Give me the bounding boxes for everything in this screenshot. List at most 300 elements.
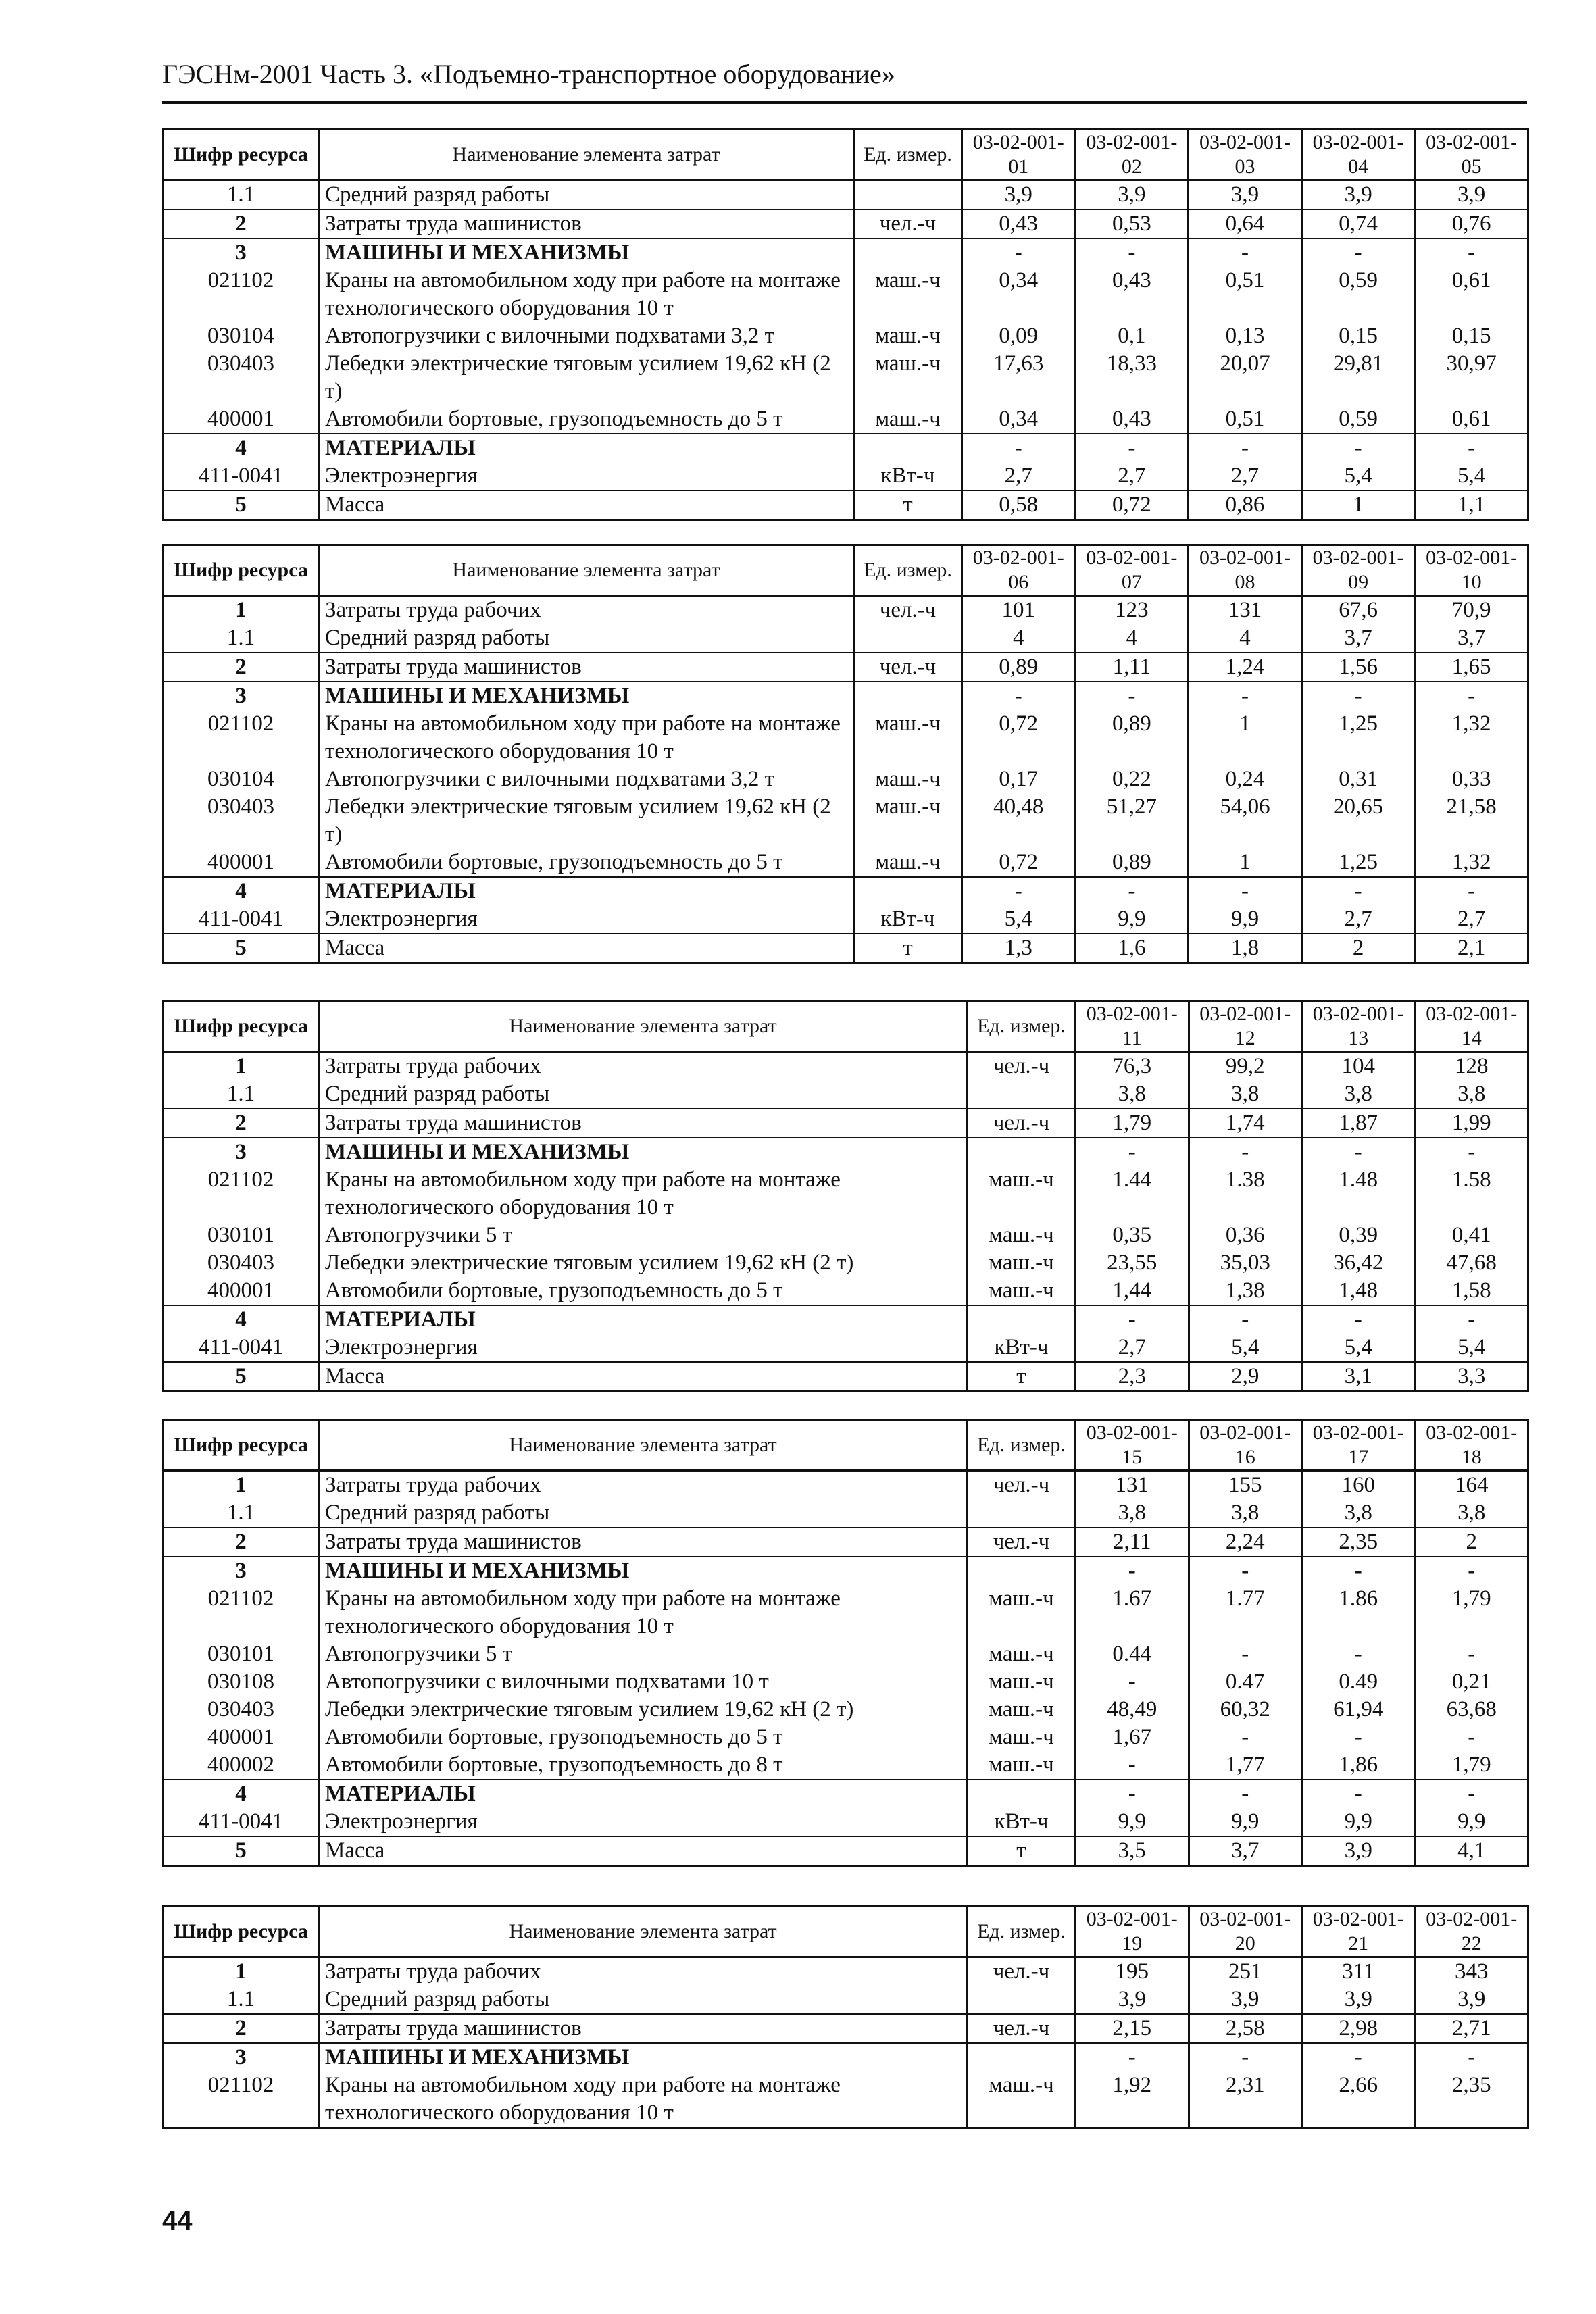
table-row: [164, 350, 1528, 405]
unit-of-measure: чел.-ч: [968, 1528, 1076, 1557]
cost-item-name: Автомобили бортовые, грузоподъемность до 5 т: [319, 849, 854, 877]
norm-value: 0,15: [1415, 322, 1528, 350]
norm-value: 0,61: [1415, 405, 1528, 434]
cost-item-name: Автопогрузчики с вилочными подхватами 3,2 т: [319, 322, 854, 350]
norm-value: 1,25: [1301, 710, 1415, 765]
norm-value: 2: [1415, 1528, 1528, 1557]
norm-value: 1,86: [1302, 1751, 1416, 1780]
table-row: [164, 1471, 1528, 1500]
cost-item-name: Масса: [319, 934, 854, 963]
norm-value: -: [1075, 434, 1189, 462]
unit-of-measure: кВт-ч: [968, 1334, 1076, 1362]
header-unit: Ед. измер.: [854, 545, 962, 596]
norm-value: 0,22: [1075, 765, 1189, 793]
table-row: [164, 180, 1528, 210]
norm-value: 76,3: [1076, 1052, 1189, 1081]
resource-code: 021102: [164, 1166, 319, 1222]
table-header-row: [164, 545, 1528, 596]
header-norm-code: 03-02-001-15: [1076, 1420, 1189, 1471]
cost-item-name: Затраты труда рабочих: [319, 1957, 968, 1986]
table-row: [164, 1780, 1528, 1808]
table-row: [164, 2071, 1528, 2128]
norm-value: 1,1: [1415, 491, 1528, 520]
table-row: [164, 1334, 1528, 1362]
norm-value: 0,51: [1189, 405, 1302, 434]
cost-item-name: МАШИНЫ И МЕХАНИЗМЫ: [319, 1138, 968, 1166]
cost-item-name: Автопогрузчики с вилочными подхватами 10 т: [319, 1668, 968, 1696]
norm-value: 1,65: [1415, 653, 1528, 682]
cost-item-name: Масса: [319, 1362, 968, 1392]
table-row: [164, 209, 1528, 238]
norm-value: 9,9: [1076, 1808, 1189, 1836]
norm-value: 3,8: [1415, 1080, 1528, 1109]
norm-value: -: [1189, 1724, 1302, 1751]
norm-value: 0,58: [962, 491, 1076, 520]
cost-item-name: Средний разряд работы: [319, 1986, 968, 2014]
header-name: Наименование элемента затрат: [319, 1907, 968, 1957]
resource-code: 5: [164, 491, 319, 520]
norm-value: 3,9: [1301, 180, 1415, 210]
table-row: [164, 1557, 1528, 1585]
cost-item-name: МАШИНЫ И МЕХАНИЗМЫ: [319, 238, 854, 267]
table-header-row: [164, 130, 1528, 180]
norm-value: 9,9: [1189, 1808, 1302, 1836]
table-row: [164, 793, 1528, 849]
norm-value: -: [1302, 1724, 1416, 1751]
resource-code: 4: [164, 877, 319, 905]
norm-value: -: [962, 238, 1076, 267]
norm-value: 311: [1302, 1957, 1416, 1986]
header-norm-code: 03-02-001-09: [1301, 545, 1415, 596]
resource-code: 400002: [164, 1751, 319, 1780]
cost-item-name: Электроэнергия: [319, 905, 854, 934]
norm-value: 1,58: [1415, 1277, 1528, 1305]
norm-value: 9,9: [1189, 905, 1302, 934]
norm-value: 1,79: [1415, 1585, 1528, 1640]
norm-value: 5,4: [962, 905, 1076, 934]
unit-of-measure: маш.-ч: [968, 1222, 1076, 1249]
norm-value: 2,58: [1189, 2014, 1302, 2043]
cost-item-name: Краны на автомобильном ходу при работе на монтаже технологического оборудования 10 т: [319, 267, 854, 322]
table-row: [164, 1528, 1528, 1557]
header-norm-code: 03-02-001-03: [1189, 130, 1302, 180]
unit-of-measure: [854, 682, 962, 710]
norm-value: 0,39: [1302, 1222, 1416, 1249]
resource-code: 1.1: [164, 180, 319, 210]
norm-value: 1,25: [1301, 849, 1415, 877]
resource-table: [162, 1000, 1529, 1392]
norm-value: -: [962, 434, 1076, 462]
norm-value: -: [1301, 877, 1415, 905]
table-row: [164, 462, 1528, 491]
norm-value: -: [1189, 1305, 1302, 1334]
norm-value: 61,94: [1302, 1696, 1416, 1724]
norm-value: 0,43: [1075, 267, 1189, 322]
norm-value: 1,92: [1076, 2071, 1189, 2128]
norm-value: -: [1302, 1780, 1416, 1808]
norm-value: 2,98: [1302, 2014, 1416, 2043]
header-name: Наименование элемента затрат: [319, 130, 854, 180]
norm-value: -: [1075, 877, 1189, 905]
norm-value: -: [1415, 1305, 1528, 1334]
norm-value: 2,7: [1075, 462, 1189, 491]
norm-value: -: [1189, 1138, 1302, 1166]
resource-table: [162, 128, 1529, 521]
norm-value: 3,9: [1415, 180, 1528, 210]
table-row: [164, 1836, 1528, 1866]
norm-value: 1,99: [1415, 1109, 1528, 1138]
resource-table: [162, 544, 1529, 964]
norm-value: 3,7: [1415, 624, 1528, 653]
norm-value: -: [1302, 1138, 1416, 1166]
norm-value: -: [1415, 1138, 1528, 1166]
norm-value: -: [1076, 1138, 1189, 1166]
cost-item-name: Масса: [319, 1836, 968, 1866]
norm-value: 1.38: [1189, 1166, 1302, 1222]
header-norm-code: 03-02-001-01: [962, 130, 1076, 180]
cost-item-name: Затраты труда машинистов: [319, 1528, 968, 1557]
norm-value: 3,9: [1189, 1986, 1302, 2014]
unit-of-measure: [968, 2043, 1076, 2071]
unit-of-measure: чел.-ч: [968, 1109, 1076, 1138]
cost-item-name: Средний разряд работы: [319, 1499, 968, 1528]
unit-of-measure: чел.-ч: [968, 2014, 1076, 2043]
cost-item-name: Электроэнергия: [319, 462, 854, 491]
header-norm-code: 03-02-001-07: [1075, 545, 1189, 596]
norm-value: 30,97: [1415, 350, 1528, 405]
unit-of-measure: маш.-ч: [854, 710, 962, 765]
resource-code: 1.1: [164, 1986, 319, 2014]
norm-value: 2,9: [1189, 1362, 1302, 1392]
norm-value: 343: [1415, 1957, 1528, 1986]
norm-value: 2,1: [1415, 934, 1528, 963]
unit-of-measure: чел.-ч: [854, 209, 962, 238]
norm-value: 2,7: [1301, 905, 1415, 934]
cost-item-name: Краны на автомобильном ходу при работе на монтаже технологического оборудования 10 т: [319, 710, 854, 765]
table-row: [164, 2014, 1528, 2043]
table-row: [164, 653, 1528, 682]
resource-code: 030403: [164, 793, 319, 849]
resource-code: 2: [164, 209, 319, 238]
unit-of-measure: [968, 1499, 1076, 1528]
norm-value: 0,59: [1301, 267, 1415, 322]
norm-value: 0,21: [1415, 1668, 1528, 1696]
cost-item-name: МАШИНЫ И МЕХАНИЗМЫ: [319, 682, 854, 710]
norm-value: 2: [1301, 934, 1415, 963]
norm-value: 3,9: [962, 180, 1076, 210]
norm-value: 63,68: [1415, 1696, 1528, 1724]
unit-of-measure: маш.-ч: [854, 793, 962, 849]
norm-value: 0,24: [1189, 765, 1302, 793]
cost-item-name: Затраты труда машинистов: [319, 209, 854, 238]
header-name: Наименование элемента затрат: [319, 1001, 968, 1052]
norm-value: 3,3: [1415, 1362, 1528, 1392]
norm-value: -: [1189, 2043, 1302, 2071]
cost-item-name: Автомобили бортовые, грузоподъемность до 5 т: [319, 1277, 968, 1305]
norm-value: -: [1189, 434, 1302, 462]
norm-value: 1: [1301, 491, 1415, 520]
cost-item-name: Затраты труда рабочих: [319, 1471, 968, 1500]
resource-code: 1.1: [164, 1080, 319, 1109]
norm-value: -: [1076, 1557, 1189, 1585]
norm-value: -: [1189, 1557, 1302, 1585]
norm-value: 2,35: [1302, 1528, 1416, 1557]
norm-value: 3,8: [1189, 1499, 1302, 1528]
table-row: [164, 1109, 1528, 1138]
unit-of-measure: маш.-ч: [968, 1166, 1076, 1222]
norm-value: 3,5: [1076, 1836, 1189, 1866]
resource-code: 411-0041: [164, 1334, 319, 1362]
unit-of-measure: маш.-ч: [968, 1696, 1076, 1724]
norm-value: -: [1076, 2043, 1189, 2071]
norm-value: 1,67: [1076, 1724, 1189, 1751]
table-row: [164, 1052, 1528, 1081]
norm-value: 1,38: [1189, 1277, 1302, 1305]
resource-code: 1: [164, 1957, 319, 1986]
norm-value: -: [1076, 1668, 1189, 1696]
unit-of-measure: [854, 238, 962, 267]
norm-value: -: [962, 682, 1076, 710]
header-norm-code: 03-02-001-04: [1301, 130, 1415, 180]
norm-value: 1,8: [1189, 934, 1302, 963]
norm-value: 3,7: [1189, 1836, 1302, 1866]
header-norm-code: 03-02-001-06: [962, 545, 1076, 596]
table-row: [164, 905, 1528, 934]
resource-code: 411-0041: [164, 1808, 319, 1836]
norm-value: 5,4: [1302, 1334, 1416, 1362]
norm-value: 104: [1302, 1052, 1416, 1081]
table-row: [164, 1249, 1528, 1277]
norm-value: 0,41: [1415, 1222, 1528, 1249]
norm-value: 3,8: [1189, 1080, 1302, 1109]
header-code: Шифр ресурса: [164, 545, 319, 596]
cost-item-name: Краны на автомобильном ходу при работе на монтаже технологического оборудования 10 т: [319, 2071, 968, 2128]
norm-value: 0,72: [962, 710, 1076, 765]
norm-value: -: [1301, 238, 1415, 267]
cost-item-name: Автопогрузчики с вилочными подхватами 3,2 т: [319, 765, 854, 793]
table-header-row: [164, 1420, 1528, 1471]
norm-value: 51,27: [1075, 793, 1189, 849]
norm-value: 29,81: [1301, 350, 1415, 405]
norm-value: 128: [1415, 1052, 1528, 1081]
norm-value: 2,3: [1076, 1362, 1189, 1392]
cost-item-name: Затраты труда машинистов: [319, 1109, 968, 1138]
norm-value: 164: [1415, 1471, 1528, 1500]
resource-code: 030104: [164, 322, 319, 350]
table-row: [164, 1166, 1528, 1222]
header-name: Наименование элемента затрат: [319, 545, 854, 596]
norm-value: 0.49: [1302, 1668, 1416, 1696]
norm-value: 0.47: [1189, 1668, 1302, 1696]
cost-item-name: Лебедки электрические тяговым усилием 19,62 кН (2 т): [319, 1249, 968, 1277]
norm-value: 0,89: [1075, 849, 1189, 877]
cost-item-name: Электроэнергия: [319, 1334, 968, 1362]
norm-value: 40,48: [962, 793, 1076, 849]
unit-of-measure: чел.-ч: [854, 653, 962, 682]
norm-value: 0,72: [962, 849, 1076, 877]
unit-of-measure: [854, 624, 962, 653]
norm-value: -: [1301, 434, 1415, 462]
norm-value: 1.58: [1415, 1166, 1528, 1222]
cost-item-name: МАТЕРИАЛЫ: [319, 1780, 968, 1808]
norm-value: 47,68: [1415, 1249, 1528, 1277]
cost-item-name: Автопогрузчики 5 т: [319, 1222, 968, 1249]
unit-of-measure: чел.-ч: [968, 1471, 1076, 1500]
resource-table: [162, 1419, 1529, 1867]
unit-of-measure: маш.-ч: [968, 1724, 1076, 1751]
norm-value: -: [1189, 682, 1302, 710]
cost-item-name: Краны на автомобильном ходу при работе на монтаже технологического оборудования 10 т: [319, 1585, 968, 1640]
norm-value: 3,9: [1189, 180, 1302, 210]
norm-value: 0,36: [1189, 1222, 1302, 1249]
unit-of-measure: т: [968, 1362, 1076, 1392]
norm-value: 0,86: [1189, 491, 1302, 520]
norm-value: 0.44: [1076, 1640, 1189, 1668]
unit-of-measure: чел.-ч: [968, 1052, 1076, 1081]
norm-value: 9,9: [1075, 905, 1189, 934]
unit-of-measure: кВт-ч: [854, 905, 962, 934]
header-norm-code: 03-02-001-05: [1415, 130, 1528, 180]
norm-value: 23,55: [1076, 1249, 1189, 1277]
header-rule: [162, 101, 1527, 104]
norm-value: 70,9: [1415, 596, 1528, 625]
unit-of-measure: маш.-ч: [854, 405, 962, 434]
resource-code: 400001: [164, 1277, 319, 1305]
norm-value: 3,9: [1415, 1986, 1528, 2014]
norm-value: 1.44: [1076, 1166, 1189, 1222]
resource-code: 030403: [164, 1249, 319, 1277]
norm-value: 251: [1189, 1957, 1302, 1986]
unit-of-measure: маш.-ч: [854, 350, 962, 405]
header-norm-code: 03-02-001-18: [1415, 1420, 1528, 1471]
cost-item-name: Автомобили бортовые, грузоподъемность до 8 т: [319, 1751, 968, 1780]
cost-item-name: Затраты труда машинистов: [319, 2014, 968, 2043]
norm-value: 9,9: [1415, 1808, 1528, 1836]
norm-value: 3,8: [1302, 1499, 1416, 1528]
norm-value: 1.67: [1076, 1585, 1189, 1640]
resource-code: 400001: [164, 1724, 319, 1751]
unit-of-measure: [854, 180, 962, 210]
page-header: ГЭСНм-2001 Часть 3. «Подъемно-транспортное оборудование»: [162, 59, 895, 89]
norm-value: 131: [1189, 596, 1302, 625]
resource-code: 5: [164, 934, 319, 963]
norm-value: 1,48: [1302, 1277, 1416, 1305]
norm-value: 3,1: [1302, 1362, 1416, 1392]
norm-value: -: [1076, 1305, 1189, 1334]
resource-code: 3: [164, 1557, 319, 1585]
unit-of-measure: маш.-ч: [854, 849, 962, 877]
resource-code: 030101: [164, 1222, 319, 1249]
resource-code: 2: [164, 2014, 319, 2043]
unit-of-measure: маш.-ч: [854, 322, 962, 350]
norm-value: 2,31: [1189, 2071, 1302, 2128]
norm-value: 4: [1189, 624, 1302, 653]
unit-of-measure: [854, 877, 962, 905]
norm-value: 17,63: [962, 350, 1076, 405]
resource-table: [162, 1905, 1529, 2129]
norm-value: 2,15: [1076, 2014, 1189, 2043]
unit-of-measure: маш.-ч: [968, 1249, 1076, 1277]
norm-value: -: [1189, 238, 1302, 267]
unit-of-measure: маш.-ч: [968, 1640, 1076, 1668]
norm-value: 3,9: [1075, 180, 1189, 210]
header-unit: Ед. измер.: [854, 130, 962, 180]
resource-code: 021102: [164, 2071, 319, 2128]
cost-item-name: Затраты труда рабочих: [319, 1052, 968, 1081]
cost-item-name: Затраты труда машинистов: [319, 653, 854, 682]
norm-value: -: [1301, 682, 1415, 710]
norm-value: 2,66: [1302, 2071, 1416, 2128]
norm-value: 60,32: [1189, 1696, 1302, 1724]
resource-code: 411-0041: [164, 462, 319, 491]
table-row: [164, 1751, 1528, 1780]
norm-value: -: [1415, 2043, 1528, 2071]
header-norm-code: 03-02-001-02: [1075, 130, 1189, 180]
unit-of-measure: [968, 1138, 1076, 1166]
norm-value: -: [1302, 1305, 1416, 1334]
resource-code: 4: [164, 1305, 319, 1334]
norm-value: 101: [962, 596, 1076, 625]
norm-value: 0,89: [962, 653, 1076, 682]
page-number: 44: [162, 2206, 193, 2236]
norm-value: 195: [1076, 1957, 1189, 1986]
norm-value: 5,4: [1415, 462, 1528, 491]
norm-value: 1,6: [1075, 934, 1189, 963]
norm-value: 3,8: [1302, 1080, 1416, 1109]
table-row: [164, 1986, 1528, 2014]
resource-code: 400001: [164, 405, 319, 434]
norm-value: -: [1075, 682, 1189, 710]
table-row: [164, 1668, 1528, 1696]
unit-of-measure: маш.-ч: [854, 267, 962, 322]
norm-value: 5,4: [1189, 1334, 1302, 1362]
norm-value: 21,58: [1415, 793, 1528, 849]
unit-of-measure: т: [854, 934, 962, 963]
resource-code: 1.1: [164, 624, 319, 653]
norm-value: 1,3: [962, 934, 1076, 963]
resource-code: 021102: [164, 710, 319, 765]
cost-item-name: Автопогрузчики 5 т: [319, 1640, 968, 1668]
norm-value: 0,61: [1415, 267, 1528, 322]
unit-of-measure: [968, 1080, 1076, 1109]
unit-of-measure: [968, 1986, 1076, 2014]
norm-value: -: [1302, 1557, 1416, 1585]
header-code: Шифр ресурса: [164, 1001, 319, 1052]
table-row: [164, 405, 1528, 434]
header-norm-code: 03-02-001-14: [1415, 1001, 1528, 1052]
cost-item-name: Средний разряд работы: [319, 1080, 968, 1109]
cost-item-name: Автомобили бортовые, грузоподъемность до 5 т: [319, 1724, 968, 1751]
table-row: [164, 1957, 1528, 1986]
norm-value: 0,15: [1301, 322, 1415, 350]
table-row: [164, 765, 1528, 793]
norm-value: 3,8: [1076, 1080, 1189, 1109]
norm-value: 0,59: [1301, 405, 1415, 434]
resource-code: 5: [164, 1836, 319, 1866]
norm-value: 0,33: [1415, 765, 1528, 793]
table-row: [164, 491, 1528, 520]
norm-value: 1,74: [1189, 1109, 1302, 1138]
cost-item-name: Масса: [319, 491, 854, 520]
table-row: [164, 1585, 1528, 1640]
table-row: [164, 1362, 1528, 1392]
header-norm-code: 03-02-001-11: [1076, 1001, 1189, 1052]
header-unit: Ед. измер.: [968, 1420, 1076, 1471]
resource-code: 030101: [164, 1640, 319, 1668]
resource-code: 1: [164, 1471, 319, 1500]
resource-code: 400001: [164, 849, 319, 877]
norm-value: 1,56: [1301, 653, 1415, 682]
